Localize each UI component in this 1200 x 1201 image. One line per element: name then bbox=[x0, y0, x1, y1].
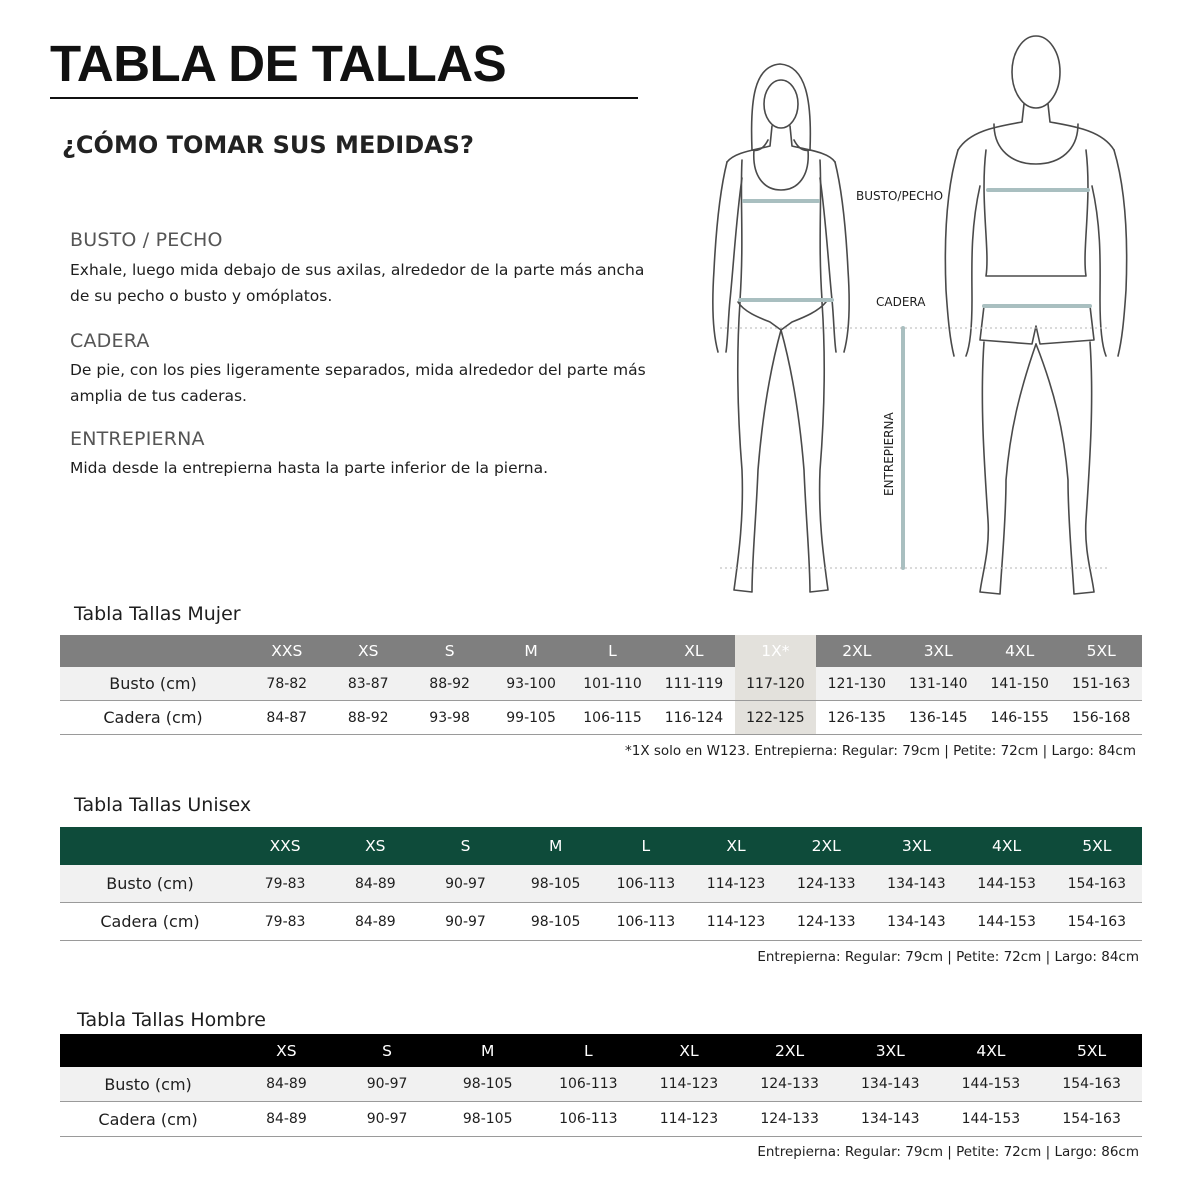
size-header: XL bbox=[653, 635, 734, 667]
size-header: 3XL bbox=[871, 827, 961, 865]
table-cell: 84-89 bbox=[236, 1102, 337, 1137]
header-spacer bbox=[60, 1034, 236, 1067]
table-cell: 144-153 bbox=[962, 903, 1052, 941]
row-label: Busto (cm) bbox=[60, 1067, 236, 1102]
size-header: XS bbox=[327, 635, 408, 667]
table-cell: 114-123 bbox=[691, 903, 781, 941]
table-cell: 98-105 bbox=[511, 903, 601, 941]
table-cell: 144-153 bbox=[941, 1102, 1042, 1137]
unisex-table-note: Entrepierna: Regular: 79cm | Petite: 72cm | Largo: 84cm bbox=[757, 949, 1139, 965]
hip-heading: CADERA bbox=[70, 330, 150, 352]
size-header: L bbox=[601, 827, 691, 865]
table-cell: 124-133 bbox=[739, 1067, 840, 1102]
size-header: XXS bbox=[240, 827, 330, 865]
table-cell: 93-100 bbox=[490, 667, 571, 701]
table-cell: 88-92 bbox=[409, 667, 490, 701]
table-cell: 154-163 bbox=[1041, 1067, 1142, 1102]
table-row bbox=[60, 667, 1142, 701]
inseam-instructions: Mida desde la entrepierna hasta la parte inferior de la pierna. bbox=[70, 459, 548, 477]
row-label: Busto (cm) bbox=[60, 865, 240, 903]
table-cell: 114-123 bbox=[691, 865, 781, 903]
page-title: TABLA DE TALLAS bbox=[50, 35, 507, 92]
men-table-title: Tabla Tallas Hombre bbox=[77, 1009, 266, 1031]
table-cell: 154-163 bbox=[1052, 903, 1142, 941]
table-cell: 84-89 bbox=[330, 903, 420, 941]
table-cell: 121-130 bbox=[816, 667, 897, 701]
table-cell: 156-168 bbox=[1060, 701, 1142, 735]
table-cell: 90-97 bbox=[337, 1067, 438, 1102]
row-label: Cadera (cm) bbox=[60, 903, 240, 941]
women-table-note: *1X solo en W123. Entrepierna: Regular: 79cm | Petite: 72cm | Largo: 84cm bbox=[625, 743, 1136, 759]
men-header-row bbox=[60, 1034, 1142, 1067]
inseam-heading: ENTREPIERNA bbox=[70, 428, 205, 450]
table-cell-highlighted: 122-125 bbox=[735, 701, 816, 735]
table-cell: 90-97 bbox=[337, 1102, 438, 1137]
table-cell: 124-133 bbox=[739, 1102, 840, 1137]
male-silhouette bbox=[945, 36, 1126, 594]
table-cell: 144-153 bbox=[962, 865, 1052, 903]
size-header: 2XL bbox=[739, 1034, 840, 1067]
dotted-guides bbox=[720, 328, 1110, 568]
table-cell: 136-145 bbox=[898, 701, 979, 735]
table-cell: 111-119 bbox=[653, 667, 734, 701]
table-cell: 84-89 bbox=[236, 1067, 337, 1102]
size-header: 3XL bbox=[840, 1034, 941, 1067]
table-row bbox=[60, 701, 1142, 735]
size-header: 2XL bbox=[781, 827, 871, 865]
table-cell: 78-82 bbox=[246, 667, 327, 701]
header-spacer bbox=[60, 635, 246, 667]
table-cell: 106-113 bbox=[601, 903, 691, 941]
table-cell: 90-97 bbox=[420, 865, 510, 903]
table-cell: 79-83 bbox=[240, 865, 330, 903]
table-cell: 154-163 bbox=[1052, 865, 1142, 903]
table-cell: 99-105 bbox=[490, 701, 571, 735]
table-cell: 114-123 bbox=[639, 1102, 740, 1137]
table-cell: 106-113 bbox=[538, 1102, 639, 1137]
table-cell: 84-87 bbox=[246, 701, 327, 735]
table-cell: 146-155 bbox=[979, 701, 1060, 735]
measurement-figure bbox=[700, 28, 1150, 602]
size-header: XL bbox=[639, 1034, 740, 1067]
women-table-title: Tabla Tallas Mujer bbox=[74, 603, 241, 625]
size-header: 2XL bbox=[816, 635, 897, 667]
table-cell: 124-133 bbox=[781, 865, 871, 903]
table-cell: 98-105 bbox=[437, 1102, 538, 1137]
size-header: M bbox=[511, 827, 601, 865]
table-cell: 151-163 bbox=[1060, 667, 1142, 701]
table-cell: 124-133 bbox=[781, 903, 871, 941]
size-header: XS bbox=[236, 1034, 337, 1067]
row-label: Busto (cm) bbox=[60, 667, 246, 701]
bust-instructions: Exhale, luego mida debajo de sus axilas, alrededor de la parte más ancha de su pecho o busto y omóplatos. bbox=[70, 261, 645, 305]
table-cell: 106-113 bbox=[601, 865, 691, 903]
size-header: 4XL bbox=[941, 1034, 1042, 1067]
women-size-table bbox=[60, 635, 1142, 735]
table-row bbox=[60, 1102, 1142, 1137]
table-cell: 83-87 bbox=[327, 667, 408, 701]
hip-instructions: De pie, con los pies ligeramente separados, mida alrededor del parte más amplia de tus caderas. bbox=[70, 361, 646, 405]
table-cell: 141-150 bbox=[979, 667, 1060, 701]
table-cell: 88-92 bbox=[327, 701, 408, 735]
header-spacer bbox=[60, 827, 240, 865]
table-row bbox=[60, 1067, 1142, 1102]
size-header: 4XL bbox=[979, 635, 1060, 667]
table-cell: 144-153 bbox=[941, 1067, 1042, 1102]
size-header: S bbox=[337, 1034, 438, 1067]
size-header: XXS bbox=[246, 635, 327, 667]
size-header: 4XL bbox=[962, 827, 1052, 865]
table-cell: 134-143 bbox=[871, 865, 961, 903]
size-header: L bbox=[572, 635, 653, 667]
size-header: 3XL bbox=[898, 635, 979, 667]
table-cell: 98-105 bbox=[511, 865, 601, 903]
table-cell: 134-143 bbox=[840, 1067, 941, 1102]
table-cell: 114-123 bbox=[639, 1067, 740, 1102]
women-header-row bbox=[60, 635, 1142, 667]
table-cell: 106-115 bbox=[572, 701, 653, 735]
size-header: 5XL bbox=[1060, 635, 1142, 667]
table-cell: 98-105 bbox=[437, 1067, 538, 1102]
table-row bbox=[60, 865, 1142, 903]
unisex-table-title: Tabla Tallas Unisex bbox=[74, 794, 252, 816]
row-label: Cadera (cm) bbox=[60, 1102, 236, 1137]
size-header: 5XL bbox=[1052, 827, 1142, 865]
table-cell: 154-163 bbox=[1041, 1102, 1142, 1137]
how-to-measure-heading: ¿CÓMO TOMAR SUS MEDIDAS? bbox=[62, 131, 474, 159]
table-cell: 134-143 bbox=[871, 903, 961, 941]
hip-figure-label: CADERA bbox=[876, 295, 926, 309]
table-cell: 134-143 bbox=[840, 1102, 941, 1137]
size-header: L bbox=[538, 1034, 639, 1067]
title-divider bbox=[50, 97, 638, 99]
size-header: S bbox=[420, 827, 510, 865]
table-cell: 101-110 bbox=[572, 667, 653, 701]
table-cell: 131-140 bbox=[898, 667, 979, 701]
table-cell: 116-124 bbox=[653, 701, 734, 735]
table-cell: 90-97 bbox=[420, 903, 510, 941]
inseam-figure-label: ENTREPIERNA bbox=[882, 412, 896, 496]
table-cell: 79-83 bbox=[240, 903, 330, 941]
size-header: XS bbox=[330, 827, 420, 865]
men-size-table bbox=[60, 1034, 1142, 1137]
row-label: Cadera (cm) bbox=[60, 701, 246, 735]
bust-figure-label: BUSTO/PECHO bbox=[856, 189, 944, 203]
size-header: XL bbox=[691, 827, 781, 865]
size-header: 5XL bbox=[1041, 1034, 1142, 1067]
table-cell: 126-135 bbox=[816, 701, 897, 735]
table-cell: 84-89 bbox=[330, 865, 420, 903]
table-row bbox=[60, 903, 1142, 941]
unisex-size-table bbox=[60, 827, 1142, 941]
size-header: M bbox=[437, 1034, 538, 1067]
size-header: S bbox=[409, 635, 490, 667]
bust-heading: BUSTO / PECHO bbox=[70, 229, 223, 251]
table-cell: 106-113 bbox=[538, 1067, 639, 1102]
unisex-header-row bbox=[60, 827, 1142, 865]
size-header-highlighted: 1X* bbox=[735, 635, 816, 667]
table-cell: 93-98 bbox=[409, 701, 490, 735]
table-cell-highlighted: 117-120 bbox=[735, 667, 816, 701]
men-table-note: Entrepierna: Regular: 79cm | Petite: 72cm | Largo: 86cm bbox=[757, 1144, 1139, 1160]
size-header: M bbox=[490, 635, 571, 667]
